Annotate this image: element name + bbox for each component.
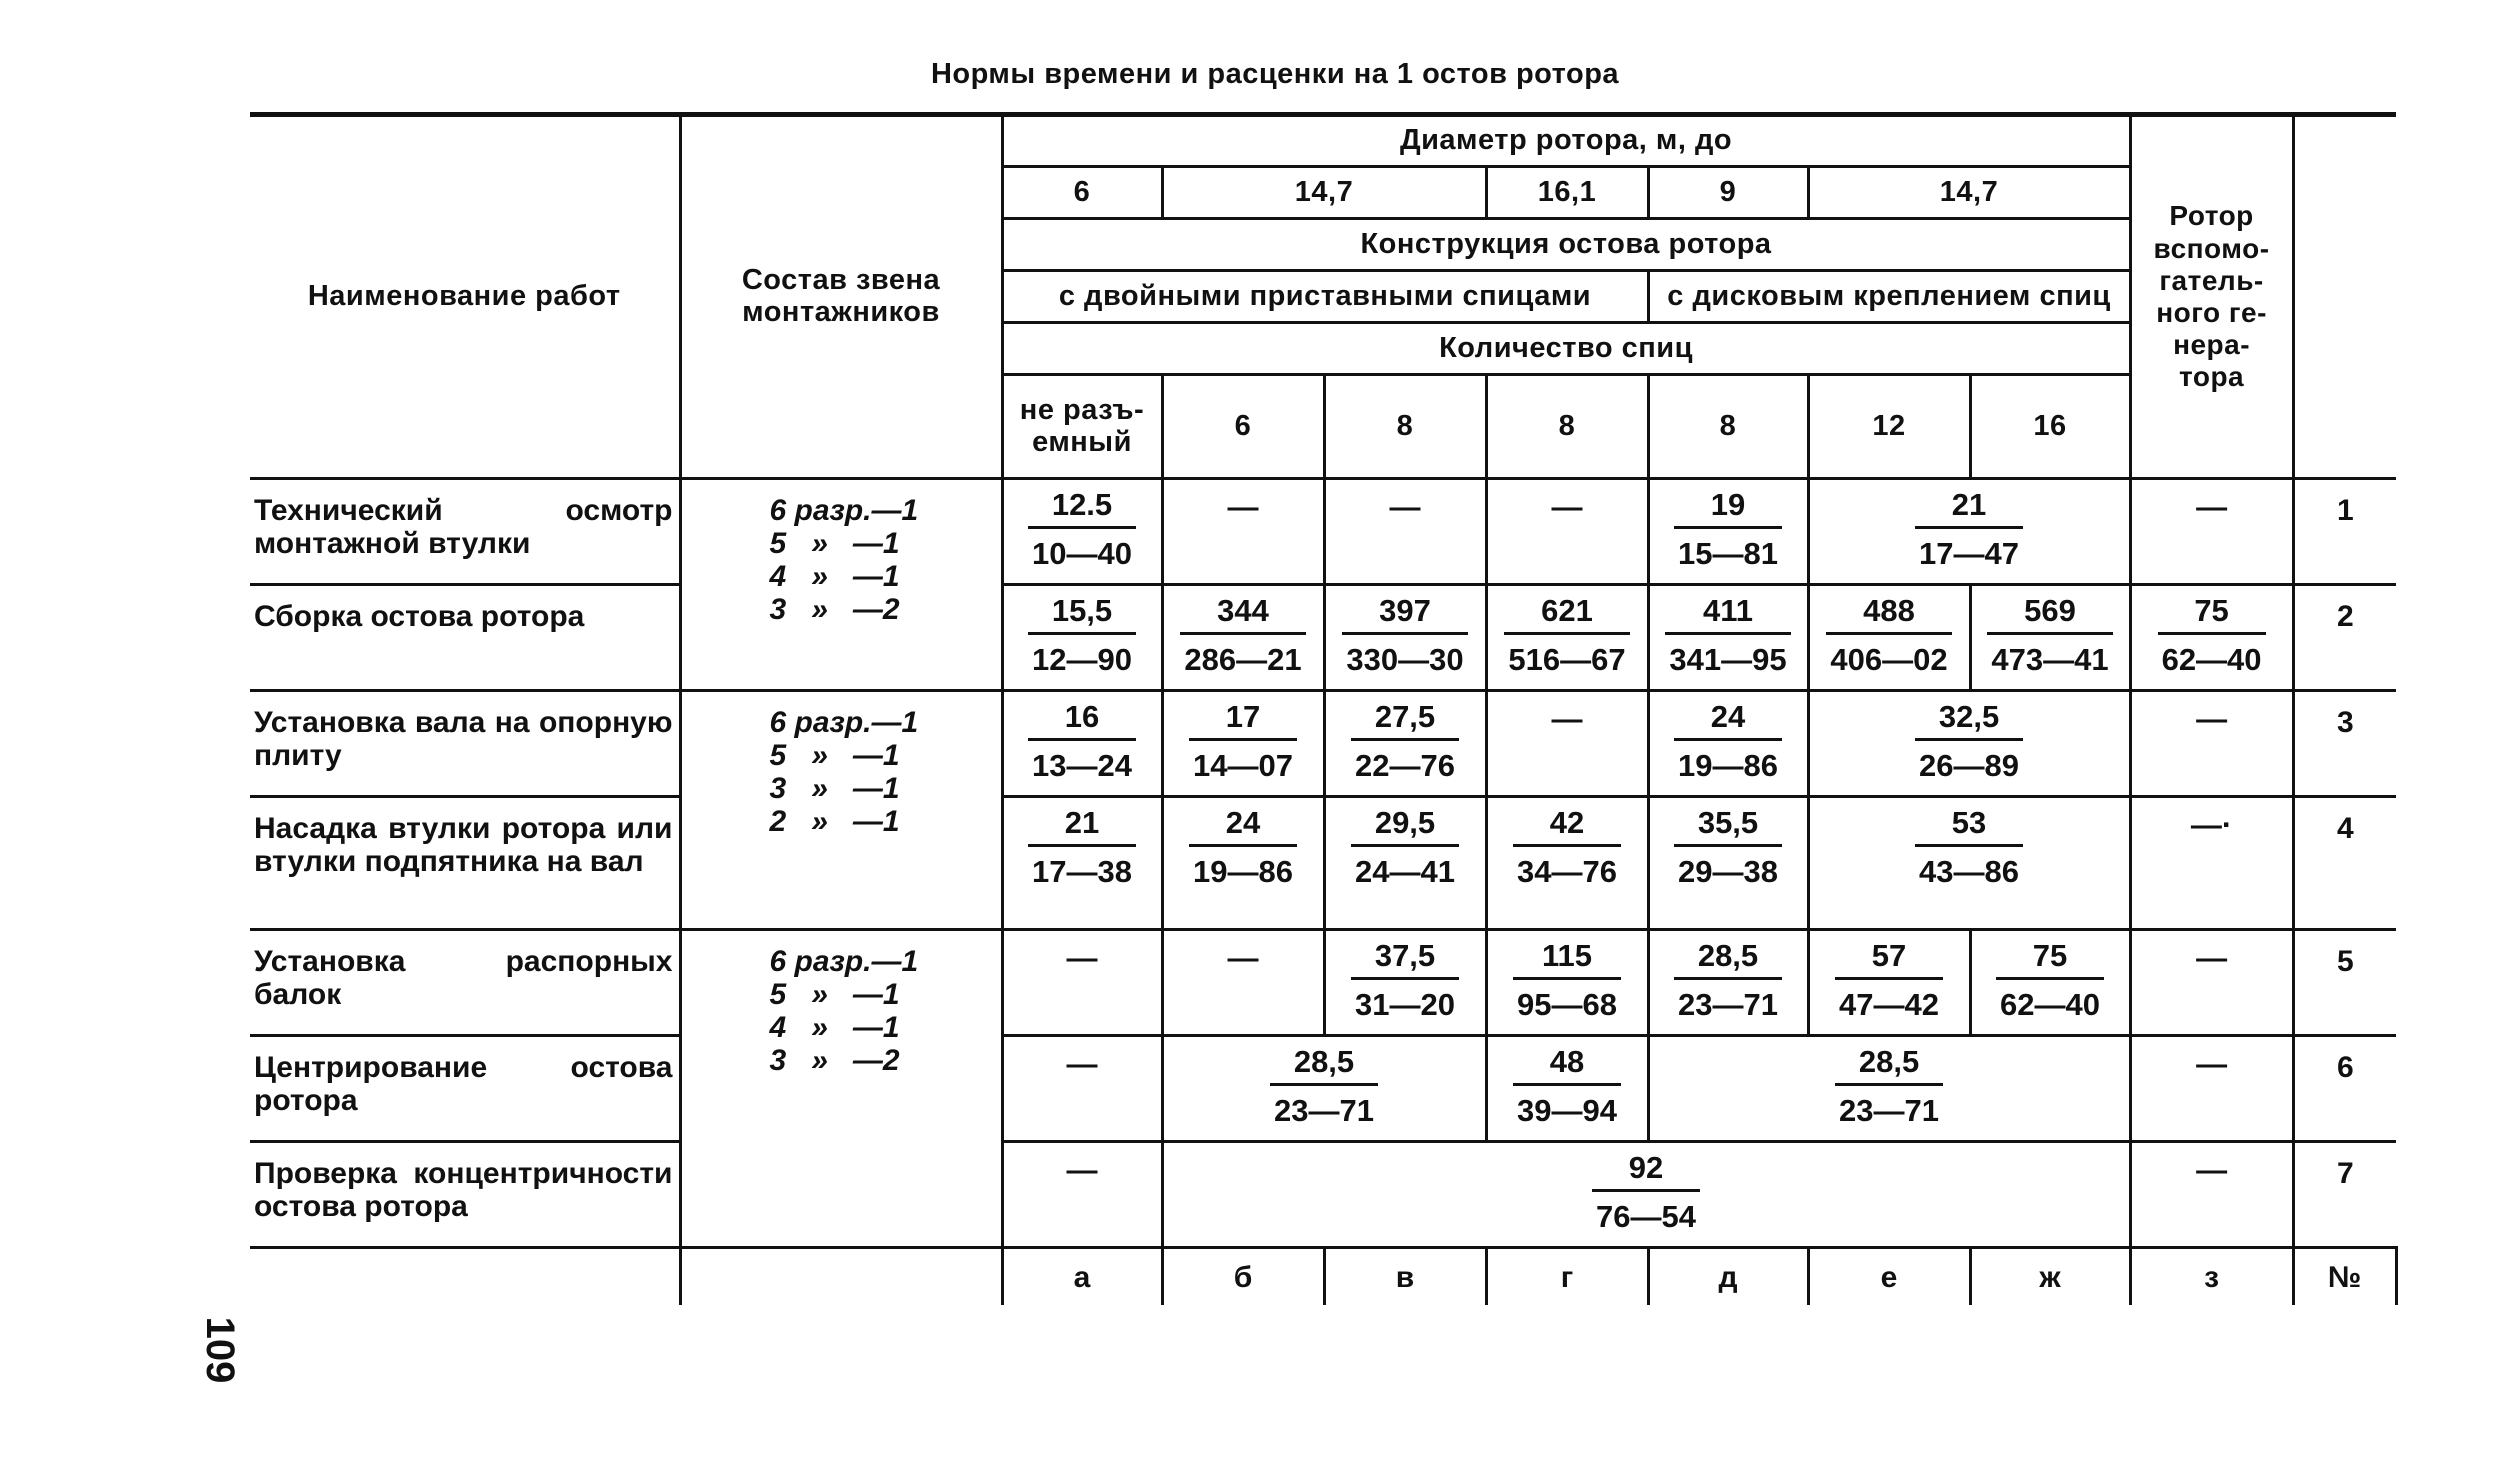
fraction: [1180, 594, 1305, 677]
cell-a: [1002, 1036, 1162, 1142]
column-letter: з: [2130, 1248, 2293, 1306]
norm-time: 28,5: [1835, 1045, 1943, 1086]
work-name: Установка вала на опорную плиту: [250, 691, 680, 797]
cell-ezh: [1808, 797, 2130, 930]
fraction: [1592, 1151, 1700, 1234]
cell-v: [1324, 797, 1486, 930]
column-letters-row: [250, 1248, 2396, 1306]
spokes-v: 8: [1324, 375, 1486, 479]
rate: 24—41: [1355, 854, 1455, 890]
cell-z: [2130, 691, 2293, 797]
fraction: [2158, 594, 2266, 677]
fraction: [1996, 939, 2104, 1022]
fraction: [1665, 594, 1790, 677]
cell-z: [2130, 1036, 2293, 1142]
crew-line: 5 » —1: [769, 978, 900, 1011]
fraction: [1028, 488, 1136, 571]
fraction: [1028, 700, 1136, 783]
crew-line: 4 » —1: [769, 560, 900, 593]
work-name: Проверка концентричности остова ротора: [250, 1142, 680, 1248]
dash: —: [2196, 1046, 2228, 1081]
diameter-ezh: 14,7: [1808, 167, 2130, 219]
cell-v: [1324, 691, 1486, 797]
norm-time: 12.5: [1028, 488, 1136, 529]
dash: —: [1551, 701, 1583, 736]
rate: 23—71: [1274, 1093, 1374, 1129]
cell-b: [1162, 585, 1324, 691]
crew-group-2: [680, 691, 1002, 930]
header-double-spokes: с двойными приставными спицами: [1002, 271, 1648, 323]
rate: 23—71: [1839, 1093, 1940, 1129]
column-letter: в: [1324, 1248, 1486, 1306]
row-number: 1: [2293, 479, 2396, 585]
crew-line: 3 » —1: [769, 772, 900, 805]
norm-time: 28,5: [1270, 1045, 1378, 1086]
crew-line: 6 разр.—1: [769, 706, 919, 739]
crew-group-1: [680, 479, 1002, 691]
cell-e: [1808, 585, 1970, 691]
cell-b: [1162, 479, 1324, 585]
work-name: Насадка втулки ротора или втулки подпятника на вал: [250, 797, 680, 930]
cell-b: [1162, 797, 1324, 930]
spokes-b: 6: [1162, 375, 1324, 479]
spokes-e: 12: [1808, 375, 1970, 479]
fraction: [1028, 594, 1136, 677]
rate: 330—30: [1346, 642, 1464, 678]
norm-time: 48: [1513, 1045, 1621, 1086]
dash: —: [1389, 489, 1421, 524]
cell-e: [1808, 930, 1970, 1036]
column-letter: №: [2293, 1248, 2396, 1306]
rate: 19—86: [1678, 748, 1778, 784]
cell-g: [1486, 691, 1648, 797]
work-name: Технический осмотр монтажной втулки: [250, 479, 680, 585]
rate: 39—94: [1517, 1093, 1617, 1129]
dash: —: [1551, 489, 1583, 524]
header-diameter: Диаметр ротора, м, до: [1002, 115, 2130, 167]
rate: 43—86: [1919, 854, 2020, 890]
norm-time: 488: [1826, 594, 1951, 635]
cell-v: [1324, 585, 1486, 691]
cell-b: [1162, 691, 1324, 797]
crew-line: 3 » —2: [769, 1044, 900, 1077]
header-construction: Конструкция остова ротора: [1002, 219, 2130, 271]
rate: 17—47: [1919, 536, 2020, 572]
header-crew: Состав звена монтажников: [680, 115, 1002, 479]
norm-time: 37,5: [1351, 939, 1459, 980]
cell-bv: [1162, 1036, 1486, 1142]
rate: 10—40: [1032, 536, 1132, 572]
dash: —: [2196, 701, 2228, 736]
spokes-g: 8: [1486, 375, 1648, 479]
crew-line: 5 » —1: [769, 739, 900, 772]
cell-a: [1002, 1142, 1162, 1248]
cell-g: [1486, 585, 1648, 691]
row-number: 3: [2293, 691, 2396, 797]
fraction: [1351, 939, 1459, 1022]
header-number-col: [2293, 115, 2396, 479]
row-number: 4: [2293, 797, 2396, 930]
cell-d: [1648, 585, 1808, 691]
header-spoke-count: Количество спиц: [1002, 323, 2130, 375]
dash: —: [2196, 489, 2228, 524]
row-number: 6: [2293, 1036, 2396, 1142]
dash: —: [1066, 940, 1098, 975]
norm-time: 621: [1504, 594, 1629, 635]
norm-time: 53: [1915, 806, 2023, 847]
rate: 95—68: [1517, 987, 1617, 1023]
norm-time: 29,5: [1351, 806, 1459, 847]
table-row: [250, 1036, 2396, 1142]
dash: —: [1066, 1152, 1098, 1187]
cell-z: [2130, 797, 2293, 930]
footer-blank: [250, 1248, 680, 1306]
crew-line: 6 разр.—1: [769, 494, 919, 527]
norm-time: 75: [2158, 594, 2266, 635]
rate: 516—67: [1508, 642, 1626, 678]
norm-time: 27,5: [1351, 700, 1459, 741]
work-name: Центрирование остова ротора: [250, 1036, 680, 1142]
dash: —: [2196, 940, 2228, 975]
fraction: [1513, 1045, 1621, 1128]
cell-g: [1486, 1036, 1648, 1142]
cell-d: [1648, 691, 1808, 797]
cell-a: [1002, 797, 1162, 930]
cell-g: [1486, 479, 1648, 585]
rate: 12—90: [1032, 642, 1132, 678]
fraction: [1504, 594, 1629, 677]
norm-time: 15,5: [1028, 594, 1136, 635]
rate: 76—54: [1596, 1199, 1697, 1235]
norm-time: 35,5: [1674, 806, 1782, 847]
header-aux-rotor-text: Ротор вспомо-гатель-ного ге-нера-тора: [2153, 200, 2270, 393]
row-number: 2: [2293, 585, 2396, 691]
cell-ezh: [1808, 479, 2130, 585]
fraction: [1189, 806, 1297, 889]
norm-time: 115: [1513, 939, 1621, 980]
norm-time: 569: [1987, 594, 2112, 635]
dash: —: [1227, 489, 1259, 524]
header-work-name: Наименование работ: [250, 115, 680, 479]
dash: —: [1227, 940, 1259, 975]
fraction: [1189, 700, 1297, 783]
column-letter: ж: [1970, 1248, 2130, 1306]
rate: 31—20: [1355, 987, 1455, 1023]
rate: 34—76: [1517, 854, 1617, 890]
norm-time: 397: [1342, 594, 1467, 635]
fraction: [1674, 700, 1782, 783]
rate: 29—38: [1678, 854, 1778, 890]
diameter-bv: 14,7: [1162, 167, 1486, 219]
fraction: [1513, 806, 1621, 889]
crew-line: 3 » —2: [769, 593, 900, 626]
column-letter: д: [1648, 1248, 1808, 1306]
fraction: [1915, 806, 2023, 889]
table-row: [250, 479, 2396, 585]
norm-time: 344: [1180, 594, 1305, 635]
spokes-zh: 16: [1970, 375, 2130, 479]
norm-time: 92: [1592, 1151, 1700, 1192]
diameter-g: 16,1: [1486, 167, 1648, 219]
fraction: [1915, 488, 2023, 571]
header-aux-rotor: [2130, 115, 2293, 479]
rate: 26—89: [1919, 748, 2020, 784]
cell-g: [1486, 797, 1648, 930]
rate: 15—81: [1678, 536, 1778, 572]
column-letter: г: [1486, 1248, 1648, 1306]
cell-ezh: [1808, 691, 2130, 797]
rate: 14—07: [1193, 748, 1293, 784]
diameter-d: 9: [1648, 167, 1808, 219]
page-number: 109: [198, 1316, 242, 1384]
rate: 47—42: [1839, 987, 1939, 1023]
cell-a: [1002, 585, 1162, 691]
crew-line: 6 разр.—1: [769, 945, 919, 978]
crew-line: 2 » —1: [769, 805, 900, 838]
fraction: [1028, 806, 1136, 889]
rate: 23—71: [1678, 987, 1778, 1023]
table-row: [250, 797, 2396, 930]
table-row: [250, 1142, 2396, 1248]
cell-z: [2130, 479, 2293, 585]
norm-time: 21: [1028, 806, 1136, 847]
table-title: Нормы времени и расценки на 1 остов ротора: [930, 58, 1620, 90]
footer-blank: [680, 1248, 1002, 1306]
header-disk-mount: с дисковым креплением спиц: [1648, 271, 2130, 323]
rate: 341—95: [1669, 642, 1787, 678]
cell-a: [1002, 930, 1162, 1036]
norm-time: 28,5: [1674, 939, 1782, 980]
crew-line: 5 » —1: [769, 527, 900, 560]
cell-z: [2130, 1142, 2293, 1248]
rate: 286—21: [1184, 642, 1302, 678]
cell-b: [1162, 930, 1324, 1036]
norm-time: 411: [1665, 594, 1790, 635]
fraction: [1915, 700, 2023, 783]
norm-time: 21: [1915, 488, 2023, 529]
dash: —·: [2190, 807, 2233, 842]
dash: —: [1066, 1046, 1098, 1081]
crew-group-3: [680, 930, 1002, 1248]
fraction: [1674, 488, 1782, 571]
column-letter: б: [1162, 1248, 1324, 1306]
cell-a: [1002, 479, 1162, 585]
norm-time: 32,5: [1915, 700, 2023, 741]
spokes-a: не разъ-емный: [1002, 375, 1162, 479]
row-number: 7: [2293, 1142, 2396, 1248]
cell-bzh: [1162, 1142, 2130, 1248]
dash: —: [2196, 1152, 2228, 1187]
rate: 62—40: [2000, 987, 2101, 1023]
column-letter: а: [1002, 1248, 1162, 1306]
fraction: [1826, 594, 1951, 677]
fraction: [1342, 594, 1467, 677]
column-letter: е: [1808, 1248, 1970, 1306]
rate: 13—24: [1032, 748, 1132, 784]
cell-zh: [1970, 585, 2130, 691]
fraction: [1351, 700, 1459, 783]
cell-a: [1002, 691, 1162, 797]
fraction: [1270, 1045, 1378, 1128]
norm-time: 16: [1028, 700, 1136, 741]
cell-zh: [1970, 930, 2130, 1036]
cell-d: [1648, 479, 1808, 585]
fraction: [1835, 1045, 1943, 1128]
diameter-a: 6: [1002, 167, 1162, 219]
rate: 62—40: [2161, 642, 2262, 678]
norm-time: 24: [1189, 806, 1297, 847]
work-name: Установка распорных балок: [250, 930, 680, 1036]
fraction: [1674, 939, 1782, 1022]
cell-d: [1648, 797, 1808, 930]
norm-time: 19: [1674, 488, 1782, 529]
norm-time: 17: [1189, 700, 1297, 741]
cell-dezh: [1648, 1036, 2130, 1142]
norm-time: 42: [1513, 806, 1621, 847]
fraction: [1674, 806, 1782, 889]
norms-table: [250, 112, 2398, 1305]
row-number: 5: [2293, 930, 2396, 1036]
table-row: [250, 585, 2396, 691]
table-row: [250, 930, 2396, 1036]
cell-z: [2130, 930, 2293, 1036]
rate: 17—38: [1032, 854, 1132, 890]
spokes-d: 8: [1648, 375, 1808, 479]
cell-v: [1324, 930, 1486, 1036]
rate: 473—41: [1991, 642, 2109, 678]
norm-time: 57: [1835, 939, 1943, 980]
work-name: Сборка остова ротора: [250, 585, 680, 691]
fraction: [1835, 939, 1943, 1022]
fraction: [1987, 594, 2112, 677]
cell-g: [1486, 930, 1648, 1036]
rate: 19—86: [1193, 854, 1293, 890]
rate: 22—76: [1355, 748, 1455, 784]
rate: 406—02: [1830, 642, 1948, 678]
fraction: [1513, 939, 1621, 1022]
table-row: [250, 691, 2396, 797]
norm-time: 24: [1674, 700, 1782, 741]
cell-v: [1324, 479, 1486, 585]
crew-line: 4 » —1: [769, 1011, 900, 1044]
cell-d: [1648, 930, 1808, 1036]
norm-time: 75: [1996, 939, 2104, 980]
fraction: [1351, 806, 1459, 889]
cell-z: [2130, 585, 2293, 691]
